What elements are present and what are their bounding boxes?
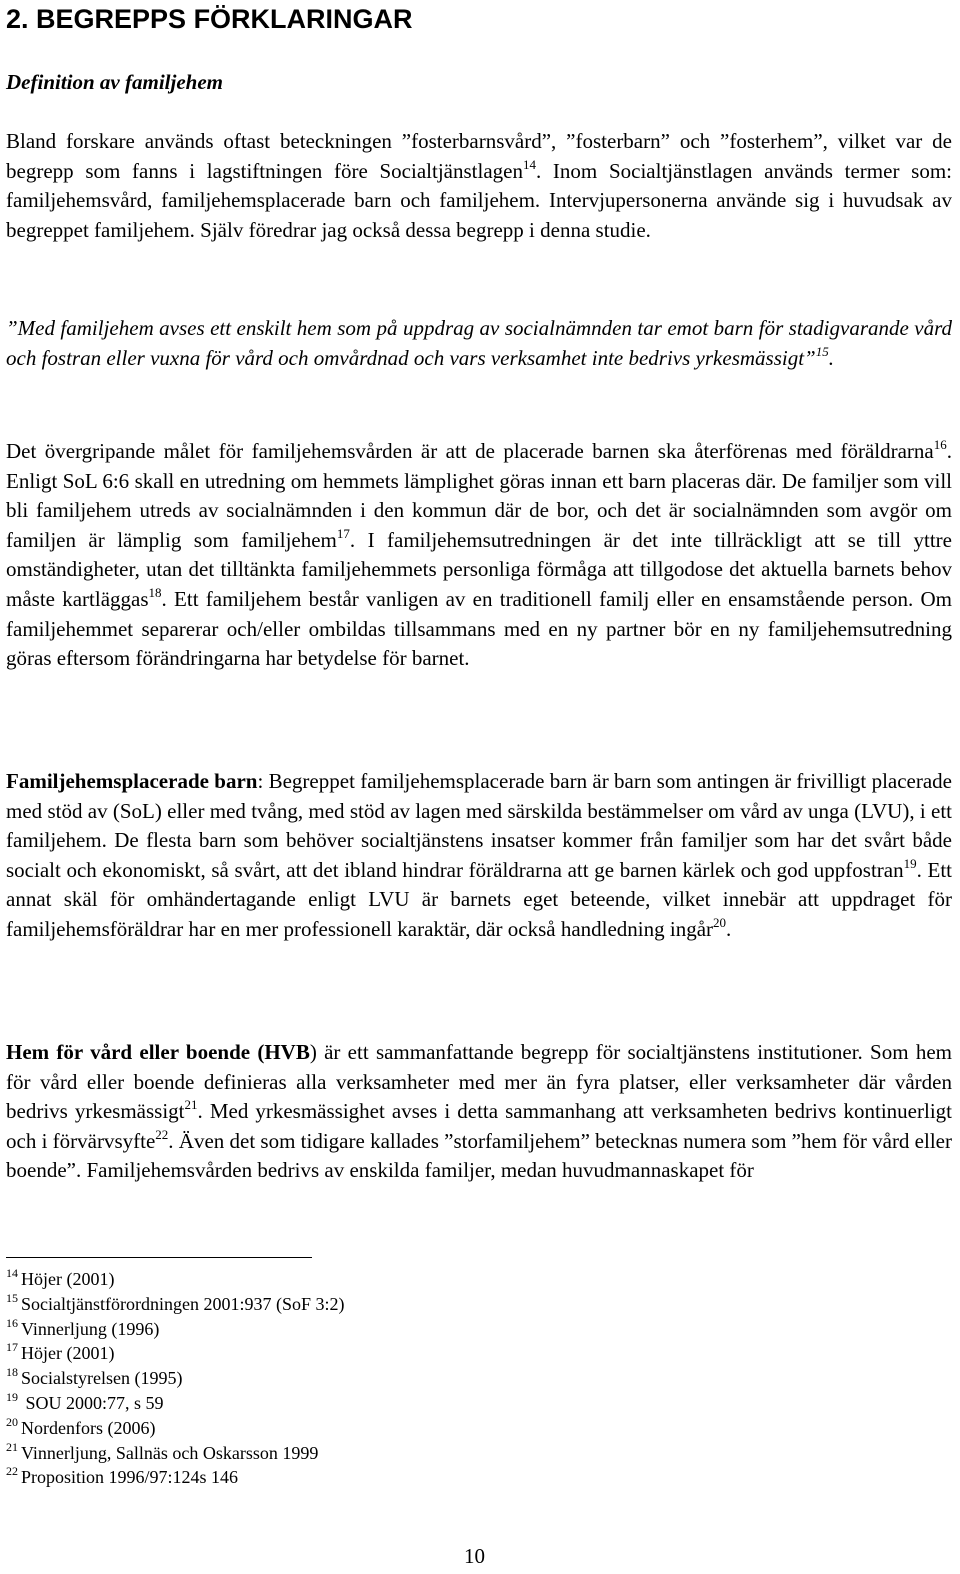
intro-text-1: Bland forskare används oftast beteckningen ”fosterbarnsvård”, ”fosterbarn” och ”fosterhem”, vilket var de begrepp som fanns i lagstiftningen före Socialtjänstlagen (6, 129, 952, 183)
term-placed-children: Familjehemsplacerade barn (6, 769, 258, 793)
footnote-ref-15[interactable]: 15 (815, 343, 829, 359)
subsection-heading: Definition av familjehem (6, 70, 223, 94)
intro-paragraph (6, 127, 952, 245)
footnote-ref-14[interactable]: 14 (522, 156, 536, 172)
family-home-paragraph (6, 437, 952, 674)
footnote-item (6, 1465, 344, 1490)
footnote-text: Vinnerljung (1996) (21, 1318, 160, 1339)
paragraph-text-3: . (726, 916, 732, 941)
definition-quote (6, 314, 952, 373)
footnote-text: Höjer (2001) (21, 1343, 115, 1364)
footnote-item (6, 1391, 344, 1416)
paragraph-text-3: . I familjehemsutredningen är det inte tillräckligt att se till yttre omständigheter, utan det tilltänkta familjehemmets personliga förmåga att tillgodose det aktuella barnets behov måste kartläggas (6, 527, 952, 611)
footnote-text: Proposition 1996/97:124s 146 (21, 1467, 239, 1488)
footnotes-list (6, 1267, 344, 1490)
footnote-item (6, 1341, 344, 1366)
paragraph-text-2: . Enligt SoL 6:6 skall en utredning om hemmets lämplighet göras innan ett barn placeras där. De familjer som vill bli familjehem utreds av socialnämnden i den kommun där de bor, och det är socialnämnden som avgör om familjen är lämplig som familjehem (6, 439, 952, 552)
footnote-item (6, 1416, 344, 1441)
footnote-number: 19 (6, 1389, 18, 1404)
paragraph-text-1: : Begreppet familjehemsplacerade barn är barn som antingen är frivilligt placerade med stöd av (SoL) eller med tvång, med stöd av lagen med särskilda bestämmelser om vård av unga (LVU), i ett familjehem. De flesta barn som behöver socialtjänstens insatser kommer från familjer som har det svårt både socialt och ekonomiskt, så svårt, att det ibland hindrar föräldrarna att ge barnen kärlek och god uppfostran (6, 769, 952, 882)
footnote-text: SOU 2000:77, s 59 (21, 1392, 164, 1413)
footnote-number: 14 (6, 1266, 18, 1280)
paragraph-text-2: . Ett annat skäl för omhändertagande enligt LVU är barnets eget beteende, vilket innebär att uppdraget för familjehemsföräldrar har en mer professionell karaktär, där också handledning ingår (6, 857, 952, 941)
footnote-ref-16[interactable]: 16 (933, 437, 947, 452)
footnote-item (6, 1317, 344, 1342)
paragraph-text-1: Det övergripande målet för familjehemsvården är att de placerade barnen ska återförenas med föräldrarna (6, 439, 934, 463)
footnote-text: Socialstyrelsen (1995) (21, 1368, 183, 1389)
paragraph-text-1: ) är ett sammanfattande begrepp för socialtjänstens institutioner. Som hem för vård eller boende definieras alla verksamheter med mer än fyra platser, eller verksamheter där vården bedrivs yrkesmässigt (6, 1040, 952, 1124)
section-heading: 2. BEGREPPS FÖRKLARINGAR (6, 4, 413, 34)
footnote-separator (6, 1257, 312, 1258)
footnote-number: 16 (6, 1315, 18, 1330)
footnote-text: Socialtjänstförordningen 2001:937 (SoF 3:2) (21, 1293, 345, 1314)
footnote-number: 21 (6, 1439, 18, 1454)
placed-children-paragraph (6, 767, 952, 945)
paragraph-text-3: . Även det som tidigare kallades ”storfamiljehem” betecknas numera som ”hem för vård eller boende”. Familjehemsvården bedrivs av enskilda familjer, medan huvudmannaskapet för (6, 1128, 952, 1183)
footnote-number: 20 (6, 1414, 18, 1429)
footnote-ref-17[interactable]: 17 (336, 525, 350, 541)
footnote-ref-18[interactable]: 18 (148, 584, 162, 600)
paragraph-text-2: . Med yrkesmässighet avses i detta sammanhang att verksamheten bedrivs kontinuerligt och i förvärvsyfte (6, 1099, 952, 1153)
footnote-item (6, 1292, 344, 1317)
footnote-text: Höjer (2001) (21, 1269, 115, 1289)
footnote-ref-21[interactable]: 21 (184, 1097, 198, 1113)
footnote-text: Nordenfors (2006) (21, 1417, 156, 1438)
paragraph-text-4: . Ett familjehem består vanligen av en traditionell familj eller en ensamstående person. Om familjehemmet separerar och/eller ombildas tillsammans med en ny partner bör en ny familjehemsutredning göras eftersom förändringarna har betydelse för barnet. (6, 586, 952, 671)
term-hvb: Hem för vård eller boende (HVB (6, 1040, 310, 1064)
quote-end: . (828, 345, 834, 370)
footnote-text: Vinnerljung, Sallnäs och Oskarsson 1999 (21, 1442, 319, 1463)
footnote-number: 22 (6, 1464, 18, 1479)
footnote-item (6, 1267, 344, 1292)
intro-text-2: . Inom Socialtjänstlagen används termer som: familjehemsvård, familjehemsplacerade barn och familjehem. Intervjupersonerna använde sig i huvudsak av begreppet familjehem. Själv föredrar jag också dessa begrepp i denna studie. (6, 158, 952, 242)
footnote-item (6, 1366, 344, 1391)
footnote-item (6, 1441, 344, 1466)
footnote-number: 17 (6, 1340, 18, 1355)
footnote-ref-20[interactable]: 20 (713, 914, 727, 930)
footnote-ref-22[interactable]: 22 (155, 1126, 169, 1142)
page-number: 10 (464, 1544, 485, 1568)
quote-text: ”Med familjehem avses ett enskilt hem som på uppdrag av socialnämnden tar emot barn för stadigvarande vård och fostran eller vuxna för vård och omvårdnad och vars verksamhet inte bedrivs yrkesmässigt” (6, 316, 952, 370)
footnote-ref-19[interactable]: 19 (903, 855, 917, 871)
footnote-number: 15 (6, 1290, 18, 1305)
footnote-number: 18 (6, 1365, 18, 1380)
hvb-paragraph (6, 1038, 952, 1186)
